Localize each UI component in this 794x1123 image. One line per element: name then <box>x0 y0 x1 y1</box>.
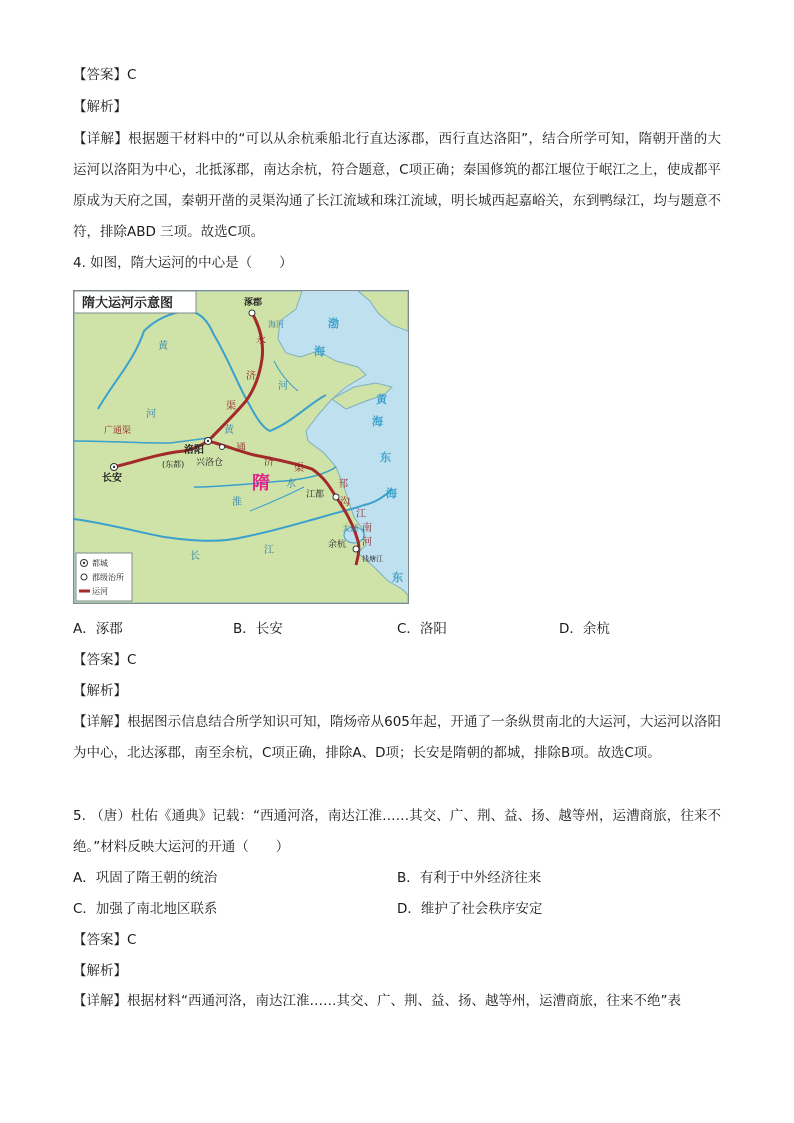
q5-option-c: C．加强了南北地区联系 <box>73 901 218 917</box>
map-title: 隋大运河示意图 <box>82 296 174 311</box>
label-ji2: 济 <box>264 457 274 468</box>
label-he1: 河 <box>146 409 156 420</box>
xingluocang-marker <box>220 445 225 450</box>
q5-answer: 【答案】C <box>73 932 137 948</box>
grand-canal-map <box>73 290 409 604</box>
q5-option-d: D．维护了社会秩序安定 <box>397 901 543 917</box>
legend-prefecture-icon <box>81 574 87 580</box>
label-east-sea-hai: 海 <box>386 487 397 500</box>
zhuojun-marker <box>249 310 255 316</box>
q5-question: 5. （唐）杜佑《通典》记载：“西通河洛，南达江淮……其交、广、荆、益、扬、越等州，运漕商旅，往来不绝。”材料反映大运河的开通（ ） <box>73 808 721 855</box>
label-east-sea-dong: 东 <box>380 451 391 464</box>
label-sui: 隋 <box>252 473 270 494</box>
label-yellow-sea-huang: 黄 <box>376 393 387 406</box>
q3-answer: 【答案】C <box>73 67 137 83</box>
q5-analysis-heading: 【解析】 <box>73 963 127 979</box>
label-shui: 水 <box>286 479 296 490</box>
label-yuhang: 余杭 <box>328 540 347 550</box>
label-chang: 长 <box>190 551 200 562</box>
label-xingluocang: 兴洛仓 <box>196 458 224 468</box>
q5-detail: 【详解】根据材料“西通河洛，南达江淮……其交、广、荆、益、扬、越等州，运漕商旅，往来不绝”表 <box>73 993 681 1009</box>
label-yong: 永 <box>256 335 266 346</box>
q5-option-a: A．巩固了隋王朝的统治 <box>73 870 218 886</box>
q3-analysis-heading: 【解析】 <box>73 99 127 115</box>
label-qu2: 渠 <box>294 463 304 474</box>
label-jiangdu: 江都 <box>306 490 325 500</box>
label-huai: 淮 <box>232 497 242 508</box>
label-qu1: 渠 <box>226 401 236 412</box>
changan-marker-dot <box>113 466 115 468</box>
legend-prefecture: 郡级治所 <box>92 573 124 582</box>
label-jiangnan-jiang: 江 <box>356 509 366 520</box>
label-huang2: 黄 <box>224 425 234 436</box>
label-east-sea-dong2: 东 <box>392 571 403 584</box>
label-bohai-hai: 海 <box>314 345 325 358</box>
label-bohai-bo: 渤 <box>328 317 339 330</box>
label-jiangnan-he: 河 <box>362 537 372 548</box>
q4-option-b: B．长安 <box>233 621 283 637</box>
legend-capital: 都城 <box>92 559 108 568</box>
label-changan: 长安 <box>102 473 122 484</box>
label-zhuojun: 涿郡 <box>244 298 263 308</box>
legend-capital-icon-dot <box>83 562 85 564</box>
label-haihe: 海河 <box>268 320 284 329</box>
label-luoyang: 洛阳 <box>184 445 204 456</box>
label-he2: 河 <box>278 381 288 392</box>
label-guangtongqu: 广通渠 <box>104 426 132 436</box>
label-yellow-sea-hai: 海 <box>372 415 383 428</box>
q4-analysis-heading: 【解析】 <box>73 683 127 699</box>
label-dongdu: (东都) <box>162 460 185 469</box>
label-tong: 通 <box>236 443 246 454</box>
q4-answer: 【答案】C <box>73 652 137 668</box>
q4-detail: 【详解】根据图示信息结合所学知识可知，隋炀帝从605年起，开通了一条纵贯南北的大运河，大运河以洛阳为中心，北达涿郡，南至余杭，C项正确，排除A、D项；长安是隋朝的都城，排除B项。故选C项。 <box>73 714 721 761</box>
label-jiang: 江 <box>264 545 274 556</box>
label-ji1: 济 <box>246 371 256 382</box>
yuhang-marker <box>353 546 359 552</box>
label-han: 邗 <box>338 479 348 490</box>
label-gou: 沟 <box>340 497 350 508</box>
label-qiantangjiang: 钱塘江 <box>362 555 383 563</box>
q4-option-d: D．余杭 <box>559 621 610 637</box>
q5-option-b: B．有利于中外经济往来 <box>397 870 542 886</box>
luoyang-marker-dot <box>207 440 209 442</box>
jiangdu-marker <box>333 494 339 500</box>
label-jiangnan-nan: 南 <box>362 523 372 534</box>
q4-option-c: C．洛阳 <box>397 621 447 637</box>
q3-detail: 【详解】根据题干材料中的“可以从余杭乘船北行直达涿郡，西行直达洛阳”，结合所学可知，隋朝开凿的大运河以洛阳为中心，北抵涿郡，南达余杭，符合题意，C项正确；秦国修筑的都江堰位于岷江之上，使成都平原成为天府之国，秦朝开凿的灵渠沟通了长江流域和珠江流域，明长城西起嘉峪关，东到鸭绿江，均与题意不符，排除ABD 三项。故选C项。 <box>73 131 721 240</box>
q4-option-a: A．涿郡 <box>73 621 123 637</box>
q4-question: 4. 如图，隋大运河的中心是（ ） <box>73 255 293 271</box>
label-huang1: 黄 <box>158 341 168 352</box>
legend-canal: 运河 <box>92 587 108 596</box>
label-taihu: 太湖 <box>342 524 358 533</box>
